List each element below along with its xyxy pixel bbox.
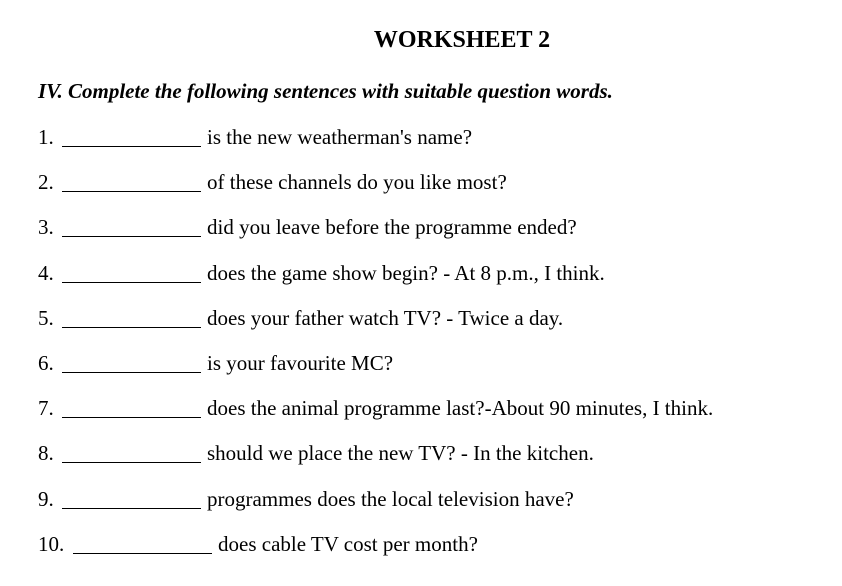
answer-blank[interactable] [62, 191, 201, 192]
answer-blank[interactable] [62, 327, 201, 328]
question-number: 9. [38, 486, 54, 511]
question-number: 8. [38, 441, 54, 466]
question-text: does your father watch TV? - Twice a day. [207, 305, 564, 330]
question-text: of these channels do you like most? [207, 170, 507, 195]
question-text: should we place the new TV? - In the kitchen. [207, 441, 594, 466]
question-text: does cable TV cost per month? [218, 531, 478, 556]
question-number: 10. [38, 531, 65, 556]
answer-blank[interactable] [62, 372, 201, 373]
question-number: 6. [38, 350, 54, 375]
question-number: 1. [38, 125, 54, 149]
question-number: 3. [38, 215, 54, 240]
answer-blank[interactable] [62, 236, 201, 237]
answer-blank[interactable] [73, 553, 212, 554]
answer-blank[interactable] [62, 146, 201, 147]
exercise-instruction: IV. Complete the following sentences with suitable question words. [38, 79, 613, 103]
question-text: programmes does the local television have? [207, 486, 574, 511]
question-number: 5. [38, 305, 54, 330]
question-number: 4. [38, 260, 54, 285]
question-text: is the new weatherman's name? [207, 125, 473, 149]
answer-blank[interactable] [62, 462, 201, 463]
worksheet-title: WORKSHEET 2 [373, 27, 551, 53]
question-text: does the game show begin? - At 8 p.m., I think. [207, 260, 605, 285]
question-text: did you leave before the programme ended? [207, 215, 577, 240]
question-text: does the animal programme last?-About 90 minutes, I think. [207, 396, 714, 421]
question-number: 7. [38, 396, 54, 421]
answer-blank[interactable] [62, 417, 201, 418]
question-number: 2. [38, 170, 54, 195]
answer-blank[interactable] [62, 508, 201, 509]
answer-blank[interactable] [62, 282, 201, 283]
question-text: is your favourite MC? [207, 350, 394, 375]
